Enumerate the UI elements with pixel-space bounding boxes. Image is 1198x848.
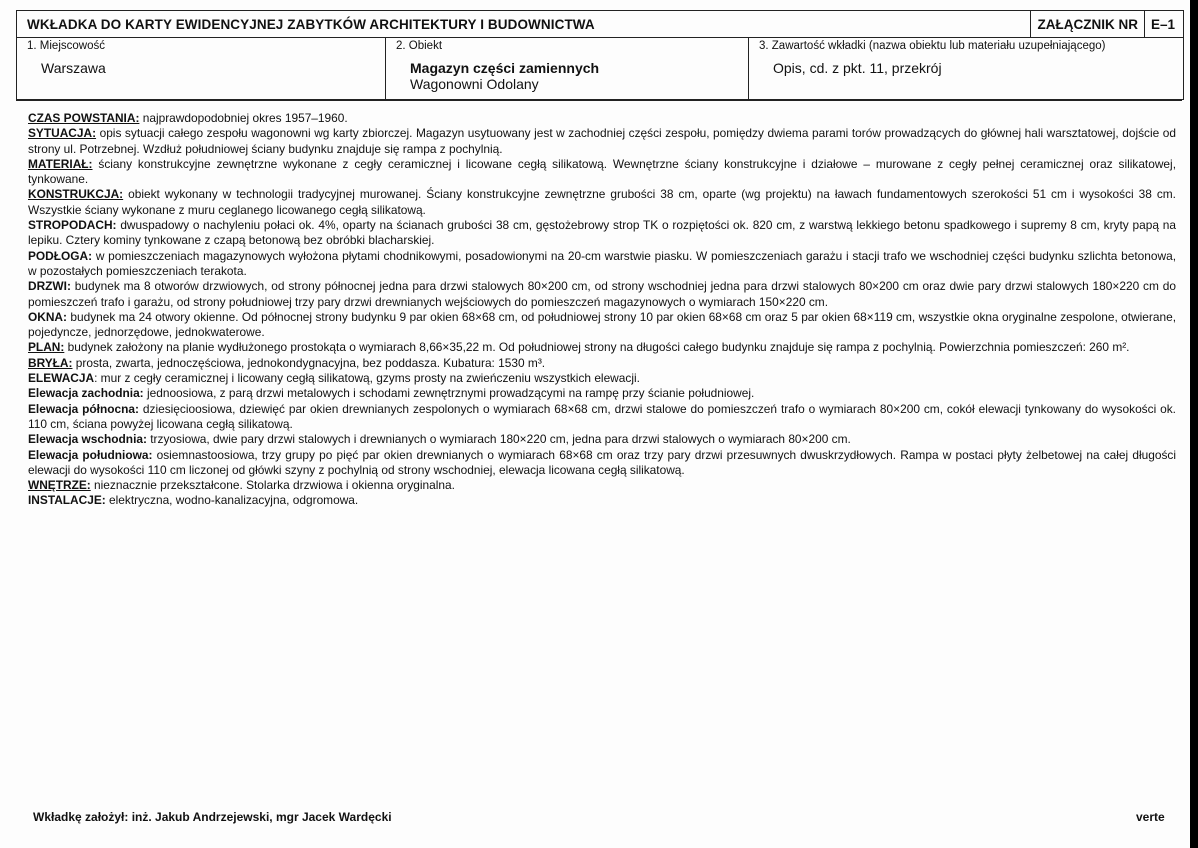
description-paragraph bbox=[28, 478, 1176, 493]
section-text: w pomieszczeniach magazynowych wyłożona płytami chodnikowymi, posadowionymi na 20-cm warstwie piasku. W pomieszczeniach garażu i stacji trafo we wschodniej części budynku szlichta betonowa, w pozostałych pomieszczeniach terakota. bbox=[28, 248, 1176, 278]
section-text: jednoosiowa, z parą drzwi metalowych i schodami zewnętrznymi prowadzącymi na rampę przy ścianie południowej. bbox=[143, 386, 755, 401]
section-label: KONSTRUKCJA: bbox=[28, 187, 124, 202]
section-label: SYTUACJA: bbox=[28, 126, 97, 141]
content-field bbox=[748, 37, 1183, 99]
object-label: 2. Obiekt bbox=[396, 40, 443, 52]
sheet-header bbox=[16, 10, 1184, 38]
section-text: dwuspadowy o nachyleniu połaci ok. 4%, oparty na ścianach grubości 38 cm, gęstożebrowy strop TK o rozpiętości ok. 820 cm, z warstwą lekkiego betonu spadkowego i supremy 8 cm, kryty papą na lepiku. Cztery kominy tynkowane z czapą betonową bez obróbki blacharskiej. bbox=[28, 218, 1176, 248]
description-area bbox=[16, 100, 1182, 801]
object-value bbox=[410, 60, 748, 92]
content-label: 3. Zawartość wkładki (nazwa obiektu lub materiału uzupełniającego) bbox=[759, 40, 1106, 52]
section-text: obiekt wykonany w technologii tradycyjnej murowanej. Ściany konstrukcyjne zewnętrzne grubości 38 cm, oparte (wg projektu) na ławach fundamentowych szerokości 51 cm i wysokości 38 cm. Wszystkie ściany wykonane z muru ceglanego licowanego cegłą silikatową. bbox=[28, 187, 1176, 217]
description-paragraph bbox=[28, 279, 1176, 310]
section-text: trzyosiowa, dwie pary drzwi stalowych i drewnianych o wymiarach 180×220 cm, jedna para drzwi stalowych o wymiarach 80×200 cm. bbox=[146, 432, 851, 447]
description-paragraph bbox=[28, 310, 1176, 341]
annex-code: E–1 bbox=[1144, 11, 1183, 37]
description-paragraph bbox=[28, 111, 1176, 126]
content-value: Opis, cd. z pkt. 11, przekrój bbox=[773, 60, 942, 76]
location-value: Warszawa bbox=[41, 60, 106, 76]
section-text: : mur z cegły ceramicznej i licowany cegłą silikatową, gzyms prosty na zwieńczeniu wszystkich elewacji. bbox=[94, 371, 640, 386]
section-text: budynek ma 8 otworów drzwiowych, od strony północnej jedna para drzwi stalowych 80×200 cm, od strony wschodniej jedna para drzwi stalowych 80×200 cm oraz dwie pary drzwi stalowych 180×220 cm do pomieszczeń trafo i garażu, od strony południowej trzy pary drzwi drewnianych wejściowych do pomieszczeń magazynowych o wymiarach 150×220 cm. bbox=[28, 279, 1176, 309]
description-paragraph bbox=[28, 340, 1176, 355]
section-label: Elewacja wschodnia: bbox=[28, 432, 147, 447]
section-label: WNĘTRZE: bbox=[28, 478, 91, 493]
description-paragraph bbox=[28, 493, 1176, 508]
location-label: 1. Miejscowość bbox=[27, 40, 105, 52]
section-text: dziesięcioosiowa, dziewięć par okien drewnianych zespolonych o wymiarach 68×68 cm, drzwi stalowe do pomieszczeń trafo o wymiarach 80×200 cm, cokół elewacji tynkowany do wysokości ok. 110 cm, ściana powyżej licowana cegłą silikatową. bbox=[28, 401, 1176, 431]
section-label: ELEWACJA bbox=[28, 371, 95, 386]
section-label: DRZWI: bbox=[28, 279, 71, 294]
section-text: osiemnastoosiowa, trzy grupy po pięć par okien drewnianych o wymiarach 68×68 cm oraz trzy pary drzwi przesuwnych dwuskrzydłowych. Rampa w postaci płyty żelbetowej na całej długości elewacji do wysokości 110 cm liczonej od główki szyny z pochylnią od strony wschodniej, elewacja licowana cegłą silikatową. bbox=[28, 447, 1176, 477]
location-field bbox=[17, 37, 385, 99]
section-label: INSTALACJE: bbox=[28, 493, 106, 508]
section-text: prosta, zwarta, jednoczęściowa, jednokondygnacyjna, bez poddasza. Kubatura: 1530 m³. bbox=[72, 355, 546, 370]
section-label: MATERIAŁ: bbox=[28, 156, 93, 171]
author-note: Wkładkę założył: inż. Jakub Andrzejewski, mgr Jacek Wardęcki bbox=[33, 810, 392, 824]
description-paragraph bbox=[28, 386, 1176, 401]
section-text: nieznacznie przekształcone. Stolarka drzwiowa i okienna oryginalna. bbox=[90, 478, 455, 493]
description-text bbox=[28, 111, 1176, 509]
section-text: budynek założony na planie wydłużonego prostokąta o wymiarach 8,66×35,22 m. Od południowej strony na długości całego budynku znajduje się rampa z pochylnią. Powierzchnia pomieszczeń: 260 m². bbox=[64, 340, 1130, 355]
object-name: Magazyn części zamiennych bbox=[410, 60, 600, 76]
section-label: Elewacja południowa: bbox=[28, 447, 153, 462]
header-fields bbox=[16, 37, 1184, 100]
section-text: ściany konstrukcyjne zewnętrzne wykonane z cegły ceramicznej i licowane cegłą silikatową. Wewnętrzne ściany konstrukcyjne i działowe – murowane z cegły pełnej ceramicznej oraz silikatowej, tynkowane. bbox=[28, 156, 1176, 187]
description-paragraph bbox=[28, 187, 1176, 218]
section-label: BRYŁA: bbox=[28, 355, 73, 370]
section-label: PLAN: bbox=[28, 340, 65, 355]
object-subname: Wagonowni Odolany bbox=[410, 76, 539, 92]
description-paragraph bbox=[28, 126, 1176, 157]
sheet-title: WKŁADKA DO KARTY EWIDENCYJNEJ ZABYTKÓW ARCHITEKTURY I BUDOWNICTWA bbox=[27, 16, 595, 32]
description-paragraph bbox=[28, 402, 1176, 433]
section-label: Elewacja północna: bbox=[28, 401, 139, 416]
description-paragraph bbox=[28, 371, 1176, 386]
section-text: opis sytuacji całego zespołu wagonowni wg karty zbiorczej. Magazyn usytuowany jest w zachodniej części zespołu, pomiędzy dwiema parami torów prowadzących do głównej hali warsztatowej, dojście od strony ul. Potrzebnej. Wzdłuż południowej ściany budynku znajduje się rampa z pochylnią. bbox=[28, 126, 1176, 156]
annex-label: ZAŁĄCZNIK NR bbox=[1030, 11, 1144, 37]
section-label: STROPODACH: bbox=[28, 218, 117, 233]
section-label: CZAS POWSTANIA: bbox=[28, 111, 140, 125]
section-label: OKNA: bbox=[28, 309, 67, 324]
object-field bbox=[385, 37, 748, 99]
section-text: elektryczna, wodno-kanalizacyjna, odgromowa. bbox=[105, 493, 359, 508]
verte-note: verte bbox=[1136, 810, 1165, 824]
section-label: Elewacja zachodnia: bbox=[28, 386, 144, 401]
section-label: PODŁOGA: bbox=[28, 248, 93, 263]
section-text: najprawdopodobniej okres 1957–1960. bbox=[139, 111, 348, 125]
description-paragraph bbox=[28, 448, 1176, 479]
description-paragraph bbox=[28, 157, 1176, 188]
description-paragraph bbox=[28, 356, 1176, 371]
description-paragraph bbox=[28, 249, 1176, 280]
description-paragraph bbox=[28, 432, 1176, 447]
description-paragraph bbox=[28, 218, 1176, 249]
section-text: budynek ma 24 otwory okienne. Od północnej strony budynku 9 par okien 68×68 cm, od południowej strony 10 par okien 68×68 cm oraz 5 par okien 68×119 cm, wszystkie okna oryginalne zespolone, otwierane, pojedyncze, jednorzędowe, jednokwaterowe. bbox=[28, 309, 1176, 340]
